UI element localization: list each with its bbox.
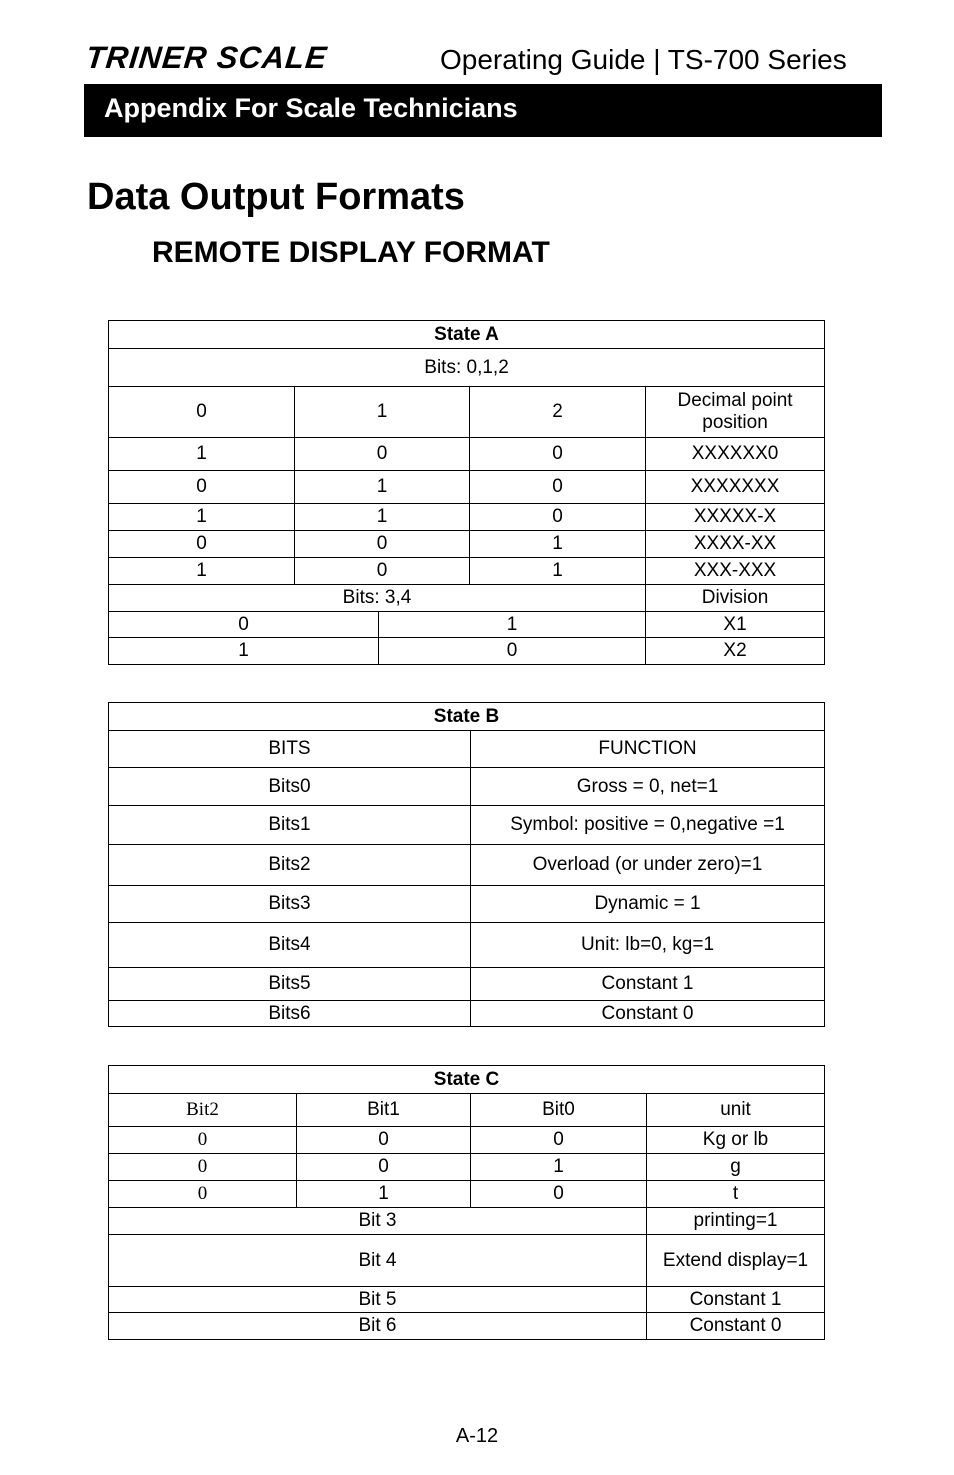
table-cell: 0 — [295, 438, 470, 471]
table-row — [109, 1127, 825, 1154]
table-row — [109, 1181, 825, 1208]
table-row — [109, 531, 825, 558]
table-cell: Gross = 0, net=1 — [471, 768, 825, 806]
table-row — [109, 638, 825, 665]
state-a-title: State A — [109, 321, 825, 349]
table-cell: 0 — [109, 1154, 297, 1181]
state-c-title: State C — [109, 1066, 825, 1094]
table-cell: XXXXXXX — [646, 471, 825, 504]
table-row — [109, 1154, 825, 1181]
table-cell: 1 — [470, 558, 646, 585]
table-cell: Bits0 — [109, 768, 471, 806]
column-header: BITS — [109, 731, 471, 768]
table-cell: Constant 0 — [647, 1313, 825, 1340]
bits-012-label: Bits: 0,1,2 — [109, 349, 825, 387]
table-cell: 0 — [379, 638, 646, 665]
table-cell: 1 — [295, 471, 470, 504]
table-cell: 0 — [470, 504, 646, 531]
table-cell: 0 — [109, 531, 295, 558]
table-row — [109, 886, 825, 923]
section-banner-label: Appendix For Scale Technicians — [104, 93, 518, 123]
table-cell: Dynamic = 1 — [471, 886, 825, 923]
table-row — [109, 558, 825, 585]
table-cell: printing=1 — [647, 1208, 825, 1235]
table-cell: XXXX-XX — [646, 531, 825, 558]
table-cell: 0 — [471, 1181, 647, 1208]
table-row — [109, 968, 825, 1001]
table-cell: Kg or lb — [647, 1127, 825, 1154]
table-cell: t — [647, 1181, 825, 1208]
table-cell: XXX-XXX — [646, 558, 825, 585]
table-cell: 0 — [471, 1127, 647, 1154]
column-header: 0 — [109, 387, 295, 438]
column-header: Decimal point position — [646, 387, 825, 438]
table-cell: Extend display=1 — [647, 1235, 825, 1287]
table-cell: Bits5 — [109, 968, 471, 1001]
table-row — [109, 504, 825, 531]
table-cell: Bit 5 — [109, 1287, 647, 1313]
table-cell: Bits4 — [109, 923, 471, 968]
column-header: Bit0 — [471, 1094, 647, 1127]
table-cell: Constant 1 — [471, 968, 825, 1001]
table-cell: 1 — [109, 438, 295, 471]
table-cell: 1 — [379, 612, 646, 638]
state-b-table — [108, 702, 825, 1027]
table-cell: XXXXX-X — [646, 504, 825, 531]
section-subtitle: REMOTE DISPLAY FORMAT — [152, 236, 550, 269]
table-cell: 0 — [109, 612, 379, 638]
table-cell: Bits2 — [109, 845, 471, 886]
table-row — [109, 923, 825, 968]
table-cell: Bit 3 — [109, 1208, 647, 1235]
table-row — [109, 703, 825, 731]
table-row — [109, 349, 825, 387]
table-cell: Bit 4 — [109, 1235, 647, 1287]
table-cell: 0 — [470, 438, 646, 471]
table-row — [109, 612, 825, 638]
table-cell: Bit 6 — [109, 1313, 647, 1340]
column-header: 1 — [295, 387, 470, 438]
table-row — [109, 1208, 825, 1235]
table-cell: Bits6 — [109, 1001, 471, 1027]
table-row — [109, 845, 825, 886]
table-row — [109, 321, 825, 349]
table-row — [109, 1313, 825, 1340]
table-cell: Overload (or under zero)=1 — [471, 845, 825, 886]
table-row — [109, 1235, 825, 1287]
table-row — [109, 438, 825, 471]
table-row — [109, 806, 825, 845]
table-cell: g — [647, 1154, 825, 1181]
state-c-table — [108, 1065, 825, 1340]
column-header: 2 — [470, 387, 646, 438]
table-row — [109, 471, 825, 504]
table-row — [109, 1287, 825, 1313]
table-cell: 1 — [470, 531, 646, 558]
table-cell: Constant 1 — [647, 1287, 825, 1313]
section-banner — [84, 84, 882, 137]
table-cell: X1 — [646, 612, 825, 638]
page-number: A-12 — [455, 1425, 499, 1447]
column-header: Bit2 — [109, 1094, 297, 1127]
table-cell: Symbol: positive = 0,negative =1 — [471, 806, 825, 845]
table-cell: 0 — [295, 531, 470, 558]
table-cell: Bits3 — [109, 886, 471, 923]
table-cell: 1 — [109, 638, 379, 665]
bits-34-label: Bits: 3,4 — [109, 585, 646, 612]
table-cell: 1 — [295, 504, 470, 531]
table-cell: 0 — [109, 471, 295, 504]
guide-title: Operating Guide | TS-700 Series — [440, 44, 847, 75]
table-cell: 1 — [297, 1181, 471, 1208]
page-title: Data Output Formats — [87, 176, 465, 218]
table-cell: 0 — [109, 1127, 297, 1154]
column-header: unit — [647, 1094, 825, 1127]
state-a-table — [108, 320, 825, 665]
table-cell: 0 — [470, 471, 646, 504]
table-cell: 0 — [109, 1181, 297, 1208]
table-row — [109, 1066, 825, 1094]
state-b-title: State B — [109, 703, 825, 731]
table-cell: Constant 0 — [471, 1001, 825, 1027]
brand-logo-text: TRINER SCALE — [84, 40, 329, 75]
table-cell: Bits1 — [109, 806, 471, 845]
table-cell: 0 — [297, 1154, 471, 1181]
table-row — [109, 585, 825, 612]
table-cell: 1 — [109, 504, 295, 531]
table-cell: 0 — [297, 1127, 471, 1154]
table-cell: 1 — [471, 1154, 647, 1181]
division-label: Division — [646, 585, 825, 612]
table-cell: Unit: lb=0, kg=1 — [471, 923, 825, 968]
table-row — [109, 731, 825, 768]
column-header: Bit1 — [297, 1094, 471, 1127]
table-cell: XXXXXX0 — [646, 438, 825, 471]
table-row — [109, 387, 825, 438]
table-row — [109, 1001, 825, 1027]
table-cell: X2 — [646, 638, 825, 665]
table-row — [109, 768, 825, 806]
table-cell: 0 — [295, 558, 470, 585]
table-cell: 1 — [109, 558, 295, 585]
column-header: FUNCTION — [471, 731, 825, 768]
table-row — [109, 1094, 825, 1127]
